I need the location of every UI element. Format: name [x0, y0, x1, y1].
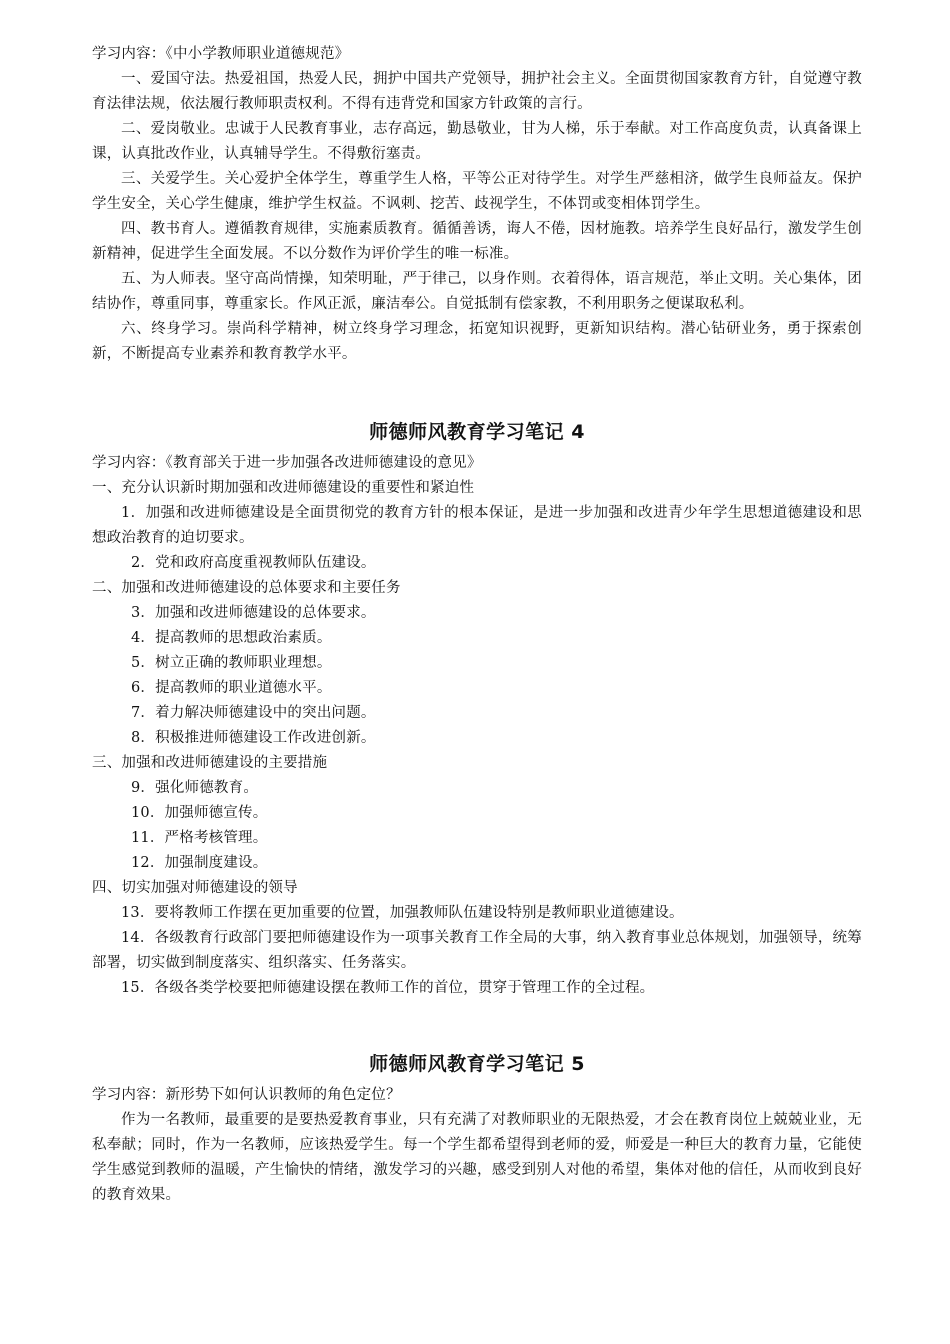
section-heading: 二、加强和改进师德建设的总体要求和主要任务 [92, 580, 401, 596]
list-item: 12．加强制度建设。 [131, 855, 268, 871]
section-4-intro: 学习内容：《教育部关于进一步加强各改进师德建设的意见》 [92, 455, 482, 471]
list-item: 6．提高教师的职业道德水平。 [131, 680, 332, 696]
list-item: 2．党和政府高度重视教师队伍建设。 [131, 555, 376, 571]
section-heading: 四、切实加强对师德建设的领导 [92, 880, 298, 896]
list-paragraph: 13．要将教师工作摆在更加重要的位置，加强教师队伍建设特别是教师职业道德建设。 [121, 905, 684, 921]
paragraph: 一、爱国守法。热爱祖国，热爱人民，拥护中国共产党领导，拥护社会主义。全面贯彻国家教育方针，自觉遵守教育法律法规，依法履行教师职责权利。不得有违背党和国家方针政策的言行。 [92, 71, 862, 112]
list-item: 7．着力解决师德建设中的突出问题。 [131, 705, 376, 721]
section-4-title: 师德师风教育学习笔记 4 [369, 421, 585, 443]
document-page [92, 42, 862, 1208]
list-item: 10．加强师德宣传。 [131, 805, 268, 821]
list-item: 4．提高教师的思想政治素质。 [131, 630, 332, 646]
paragraph: 六、终身学习。崇尚科学精神，树立终身学习理念，拓宽知识视野，更新知识结构。潜心钻研业务，勇于探索创新，不断提高专业素养和教育教学水平。 [92, 321, 862, 362]
section-5-title: 师德师风教育学习笔记 5 [369, 1053, 585, 1075]
list-item: 8．积极推进师德建设工作改进创新。 [131, 730, 376, 746]
list-item: 3．加强和改进师德建设的总体要求。 [131, 605, 376, 621]
section-heading: 三、加强和改进师德建设的主要措施 [92, 755, 328, 771]
section-heading: 一、充分认识新时期加强和改进师德建设的重要性和紧迫性 [92, 480, 475, 496]
list-paragraph: 1．加强和改进师德建设是全面贯彻党的教育方针的根本保证，是进一步加强和改进青少年学生思想道德建设和思想政治教育的迫切要求。 [92, 505, 862, 546]
section-5-intro: 学习内容：新形势下如何认识教师的角色定位？ [92, 1087, 401, 1103]
list-item: 11．严格考核管理。 [131, 830, 268, 846]
paragraph: 三、关爱学生。关心爱护全体学生，尊重学生人格，平等公正对待学生。对学生严慈相济，做学生良师益友。保护学生安全，关心学生健康，维护学生权益。不讽刺、挖苦、歧视学生，不体罚或变相体罚学生。 [92, 171, 862, 212]
section-4 [92, 417, 862, 1001]
section-3 [92, 42, 862, 367]
list-item: 5．树立正确的教师职业理想。 [131, 655, 332, 671]
paragraph: 二、爱岗敬业。忠诚于人民教育事业，志存高远，勤恳敬业，甘为人梯，乐于奉献。对工作高度负责，认真备课上课，认真批改作业，认真辅导学生。不得敷衍塞责。 [92, 121, 862, 162]
list-paragraph: 14．各级教育行政部门要把师德建设作为一项事关教育工作全局的大事，纳入教育事业总体规划，加强领导，统筹部署，切实做到制度落实、组织落实、任务落实。 [92, 930, 862, 971]
list-item: 9．强化师德教育。 [131, 780, 259, 796]
paragraph: 作为一名教师，最重要的是要热爱教育事业，只有充满了对教师职业的无限热爱，才会在教育岗位上兢兢业业，无私奉献；同时，作为一名教师，应该热爱学生。每一个学生都希望得到老师的爱，师爱是一种巨大的教育力量，它能使学生感觉到教师的温暖，产生愉快的情绪，激发学习的兴趣，感受到别人对他的希望，集体对他的信任，从而收到良好的教育效果。 [92, 1112, 862, 1203]
list-paragraph: 15．各级各类学校要把师德建设摆在教师工作的首位，贯穿于管理工作的全过程。 [121, 980, 655, 996]
paragraph: 四、教书育人。遵循教育规律，实施素质教育。循循善诱，诲人不倦，因材施教。培养学生良好品行，激发学生创新精神，促进学生全面发展。不以分数作为评价学生的唯一标准。 [92, 221, 862, 262]
section-5 [92, 1049, 862, 1208]
section-3-intro: 学习内容：《中小学教师职业道德规范》 [92, 46, 350, 62]
paragraph: 五、为人师表。坚守高尚情操，知荣明耻，严于律己，以身作则。衣着得体，语言规范，举止文明。关心集体，团结协作，尊重同事，尊重家长。作风正派，廉洁奉公。自觉抵制有偿家教，不利用职务之便谋取私利。 [92, 271, 862, 312]
